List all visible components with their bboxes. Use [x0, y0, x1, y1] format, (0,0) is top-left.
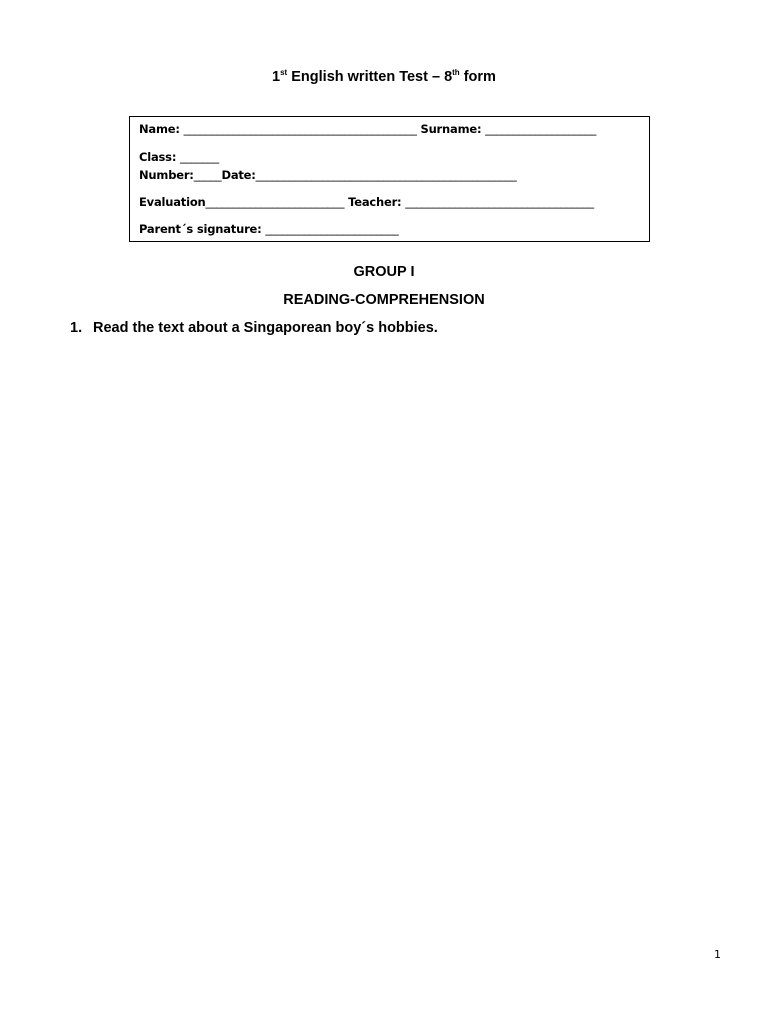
evaluation-field[interactable]: _________________________	[205, 195, 345, 209]
date-field[interactable]: _______________________________________________	[255, 168, 517, 182]
page-number: 1	[714, 948, 721, 961]
class-row	[139, 150, 219, 164]
number-label: Number:	[139, 168, 194, 182]
group-heading: GROUP I	[353, 264, 415, 280]
question-1	[70, 320, 438, 336]
class-label: Class:	[139, 150, 181, 164]
surname-label: Surname:	[416, 122, 486, 136]
name-label: Name:	[139, 122, 184, 136]
parent-signature-row	[139, 222, 399, 236]
surname-field[interactable]: ____________________	[485, 122, 597, 136]
question-text: Read the text about a Singaporean boy´s hobbies.	[93, 320, 438, 336]
name-field[interactable]: __________________________________________	[183, 122, 417, 136]
number-date-row	[139, 168, 517, 182]
evaluation-teacher-row	[139, 195, 594, 209]
test-title: 1st English written Test – 8th form	[272, 68, 496, 85]
parent-signature-field[interactable]: ________________________	[265, 222, 399, 236]
date-label: Date:	[221, 168, 256, 182]
section-heading: READING-COMPREHENSION	[283, 292, 485, 308]
question-number: 1.	[70, 320, 83, 336]
number-field[interactable]: _____	[193, 168, 222, 182]
name-surname-row	[139, 122, 596, 136]
parent-signature-label: Parent´s signature:	[139, 222, 266, 236]
teacher-field[interactable]: __________________________________	[405, 195, 594, 209]
student-info-box	[129, 116, 650, 242]
evaluation-label: Evaluation	[139, 195, 206, 209]
class-field[interactable]: _______	[180, 150, 219, 164]
teacher-label: Teacher:	[344, 195, 406, 209]
